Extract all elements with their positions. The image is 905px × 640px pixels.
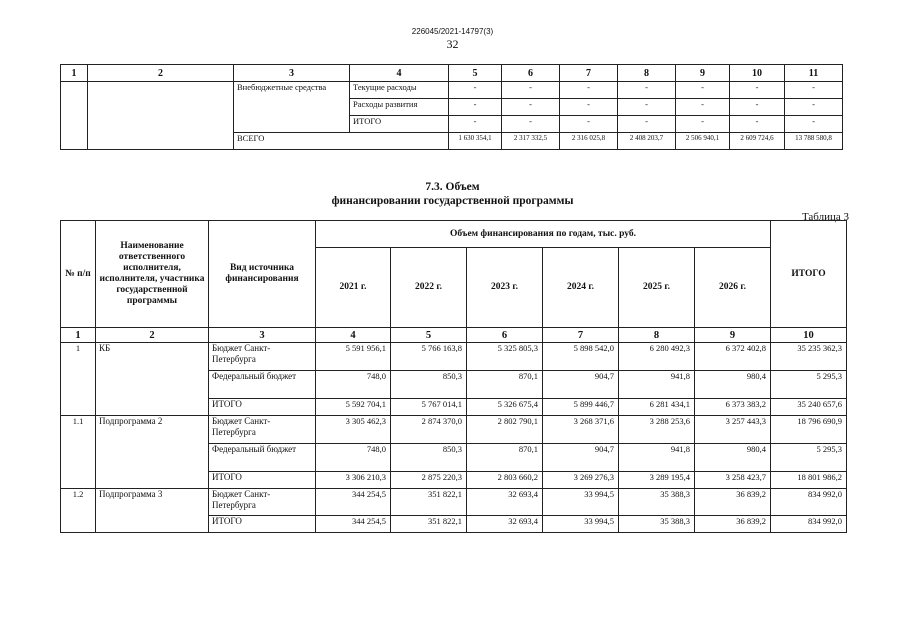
continuation-table: [60, 64, 843, 150]
index-cell: 7: [543, 328, 619, 343]
header-num: № п/п: [61, 221, 96, 328]
section-subtitle: финансировании государственной программы: [331, 195, 574, 207]
row-name: Подпрограмма 3: [96, 489, 209, 533]
table-caption: Таблица 3: [801, 211, 849, 223]
source-cell: Федеральный бюджет: [209, 444, 316, 472]
index-cell: 4: [316, 328, 391, 343]
table-row: Расходы развития - - - - - - -: [61, 99, 843, 116]
row-number: 1.2: [61, 489, 96, 533]
table-row: Федеральный бюджет 748,0 850,3 870,1 904,7 941,8 980,4 5 295,3: [61, 444, 847, 472]
index-cell: 5: [449, 65, 502, 82]
index-row: [61, 328, 847, 343]
header-name: Наименование ответственного исполнителя, исполнителя, участника государственной программы: [96, 221, 209, 328]
table-row: 1 КБ Бюджет Санкт-Петербурга 5 591 956,1 5 766 163,8 5 325 805,3 5 898 542,0 6 280 492,3 6 372 402,8 35 235 362,3: [61, 343, 847, 371]
financing-table: [60, 220, 847, 533]
index-cell: 10: [730, 65, 785, 82]
index-cell: 8: [619, 328, 695, 343]
index-cell: 1: [61, 328, 96, 343]
expense-type-cell: Текущие расходы: [350, 82, 449, 99]
source-cell: ИТОГО: [209, 472, 316, 489]
table-row: ИТОГО 344 254,5 351 822,1 32 693,4 33 994,5 35 388,3 36 839,2 834 992,0: [61, 516, 847, 533]
index-cell: 2: [96, 328, 209, 343]
header-years-group: Объем финансирования по годам, тыс. руб.: [316, 221, 771, 248]
index-cell: 11: [785, 65, 843, 82]
row-name: Подпрограмма 2: [96, 416, 209, 489]
table-row: Федеральный бюджет 748,0 850,3 870,1 904,7 941,8 980,4 5 295,3: [61, 371, 847, 399]
total-row: ВСЕГО 1 630 354,1 2 317 332,5 2 316 025,8 2 408 203,7 2 506 940,1 2 609 724,6 13 788 580,8: [61, 133, 843, 150]
index-cell: 6: [502, 65, 560, 82]
section-title: 7.3. Объем: [425, 181, 480, 193]
source-cell: ИТОГО: [209, 399, 316, 416]
row-number: 1.1: [61, 416, 96, 489]
expense-type-cell: Расходы развития: [350, 99, 449, 116]
document-number: 226045/2021-14797(3): [411, 27, 494, 36]
index-cell: 3: [234, 65, 350, 82]
table-row: 1.2 Подпрограмма 3 Бюджет Санкт-Петербурга 344 254,5 351 822,1 32 693,4 33 994,5 35 388,3 36 839,2 834 992,0: [61, 489, 847, 516]
table-row: ИТОГО 3 306 210,3 2 875 220,3 2 803 660,2 3 269 276,3 3 289 195,4 3 258 423,7 18 801 986,2: [61, 472, 847, 489]
index-cell: 3: [209, 328, 316, 343]
expense-type-cell: ИТОГО: [350, 116, 449, 133]
source-cell: Федеральный бюджет: [209, 371, 316, 399]
header-year: 2025 г.: [619, 248, 695, 328]
index-cell: 5: [391, 328, 467, 343]
header-row: [61, 221, 847, 248]
header-year: 2021 г.: [316, 248, 391, 328]
total-label: ВСЕГО: [234, 133, 449, 150]
source-cell: Бюджет Санкт-Петербурга: [209, 343, 316, 371]
table-row: ИТОГО 5 592 704,1 5 767 014,1 5 326 675,4 5 899 446,7 6 281 434,1 6 373 383,2 35 240 657,6: [61, 399, 847, 416]
source-cell: ИТОГО: [209, 516, 316, 533]
index-cell: 1: [61, 65, 88, 82]
index-row: [61, 65, 843, 82]
table-row: ИТОГО - - - - - - -: [61, 116, 843, 133]
source-cell: Бюджет Санкт-Петербурга: [209, 416, 316, 444]
index-cell: 2: [88, 65, 234, 82]
table-row: Внебюджетные средства Текущие расходы - - - - - - -: [61, 82, 843, 99]
row-number: 1: [61, 343, 96, 416]
page-number: 32: [446, 37, 459, 51]
source-cell: Бюджет Санкт-Петербурга: [209, 489, 316, 516]
row-name: КБ: [96, 343, 209, 416]
index-cell: 6: [467, 328, 543, 343]
index-cell: 9: [676, 65, 730, 82]
index-cell: 9: [695, 328, 771, 343]
index-cell: 4: [350, 65, 449, 82]
source-cell: Внебюджетные средства: [234, 82, 350, 133]
header-year: 2026 г.: [695, 248, 771, 328]
header-year: 2023 г.: [467, 248, 543, 328]
header-source: Вид источника финансирования: [209, 221, 316, 328]
header-total: ИТОГО: [771, 221, 847, 328]
index-cell: 10: [771, 328, 847, 343]
index-cell: 8: [618, 65, 676, 82]
table-row: 1.1 Подпрограмма 2 Бюджет Санкт-Петербурга 3 305 462,3 2 874 370,0 2 802 790,1 3 268 371,6 3 288 253,6 3 257 443,3 18 796 690,9: [61, 416, 847, 444]
header-year: 2024 г.: [543, 248, 619, 328]
header-year: 2022 г.: [391, 248, 467, 328]
index-cell: 7: [560, 65, 618, 82]
